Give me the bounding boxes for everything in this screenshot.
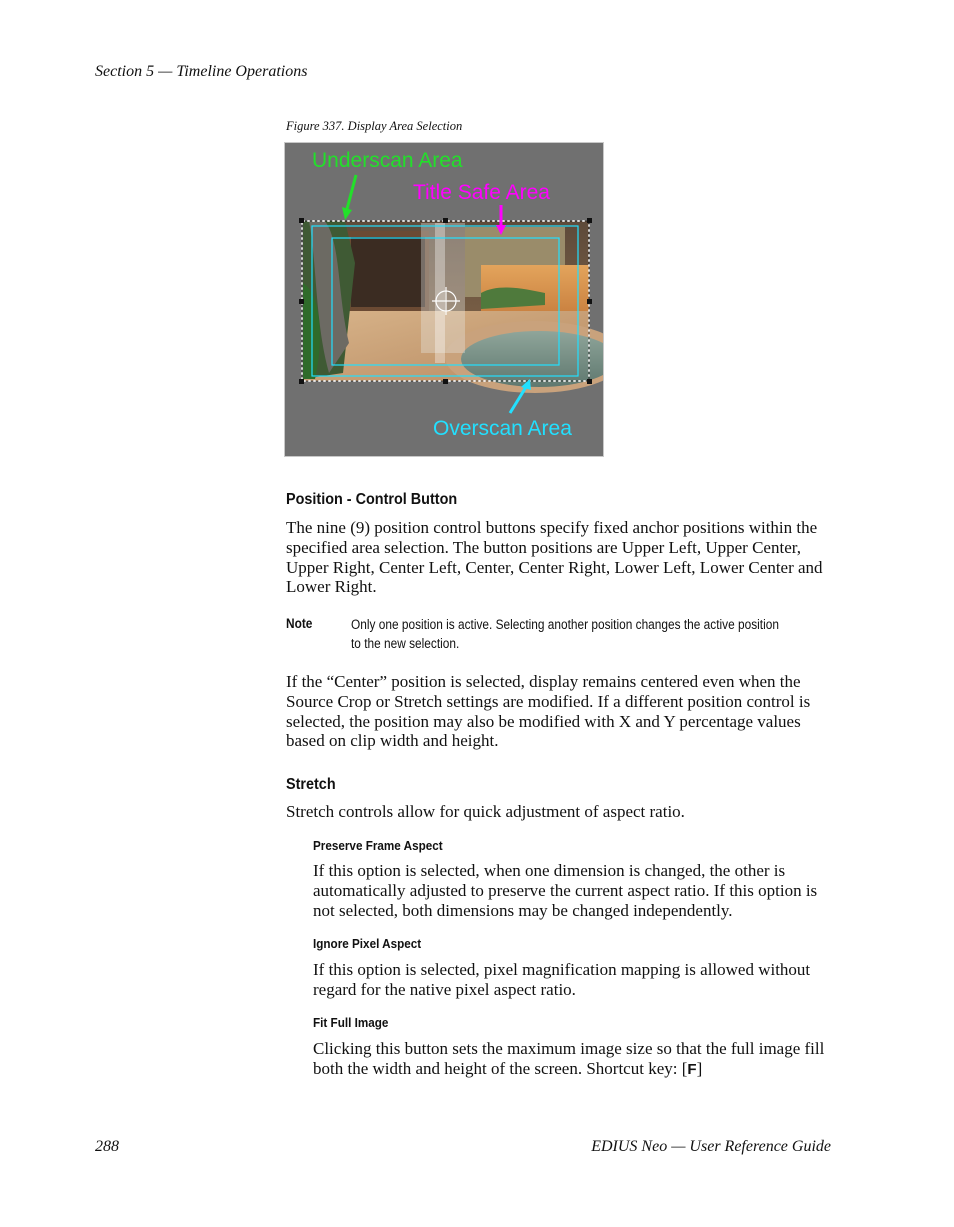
stretch-heading: Stretch (286, 776, 336, 793)
shortcut-key: F (687, 1060, 697, 1078)
underscan-label: Underscan Area (312, 149, 463, 172)
scene-photo (303, 221, 603, 393)
position-body-2: If the “Center” position is selected, display remains centered even when the Source Crop or Stretch settings are modified. If a different position control is selected, the position may also be modified with X and Y percentage values based on clip width and height. (286, 672, 811, 751)
page-number: 288 (95, 1138, 119, 1155)
fit-full-image-heading: Fit Full Image (313, 1015, 389, 1030)
ignore-pixel-aspect-body: If this option is selected, pixel magnification mapping is allowed without regard for the native pixel aspect ratio. (313, 960, 811, 999)
preserve-frame-aspect-body: If this option is selected, when one dimension is changed, the other is automatically adjusted to preserve the current aspect ratio. If this option is not selected, both dimensions may be changed independently. (313, 861, 818, 920)
preserve-frame-aspect-heading: Preserve Frame Aspect (313, 838, 443, 853)
running-header: Section 5 — Timeline Operations (95, 63, 308, 80)
overscan-label: Overscan Area (433, 417, 572, 440)
guide-title: EDIUS Neo — User Reference Guide (591, 1138, 831, 1155)
figure-caption: Figure 337. Display Area Selection (286, 119, 463, 133)
position-heading: Position - Control Button (286, 491, 458, 508)
note-text: Only one position is active. Selecting another position changes the active position to the new selection. (351, 617, 779, 651)
fit-full-image-body (313, 1039, 835, 1080)
display-area-illustration (285, 143, 603, 456)
shortcut-close-bracket: ] (696, 1058, 703, 1078)
note-label: Note (286, 616, 313, 631)
underscan-arrow-icon (342, 175, 356, 220)
position-body: The nine (9) position control buttons specify fixed anchor positions within the specified area selection. The button positions are Upper Left, Upper Center, Upper Right, Center Left, Center, Center Right, Lower Left, Lower Center and Lower Right. (286, 518, 823, 597)
fit-full-image-text: Clicking this button sets the maximum image size so that the full image fill both the width and height of the screen. Shortcut key: [ (313, 1039, 825, 1078)
display-area-figure (284, 142, 604, 457)
ignore-pixel-aspect-heading: Ignore Pixel Aspect (313, 936, 422, 951)
title-safe-label: Title Safe Area (413, 181, 550, 204)
stretch-body: Stretch controls allow for quick adjustment of aspect ratio. (286, 802, 685, 821)
